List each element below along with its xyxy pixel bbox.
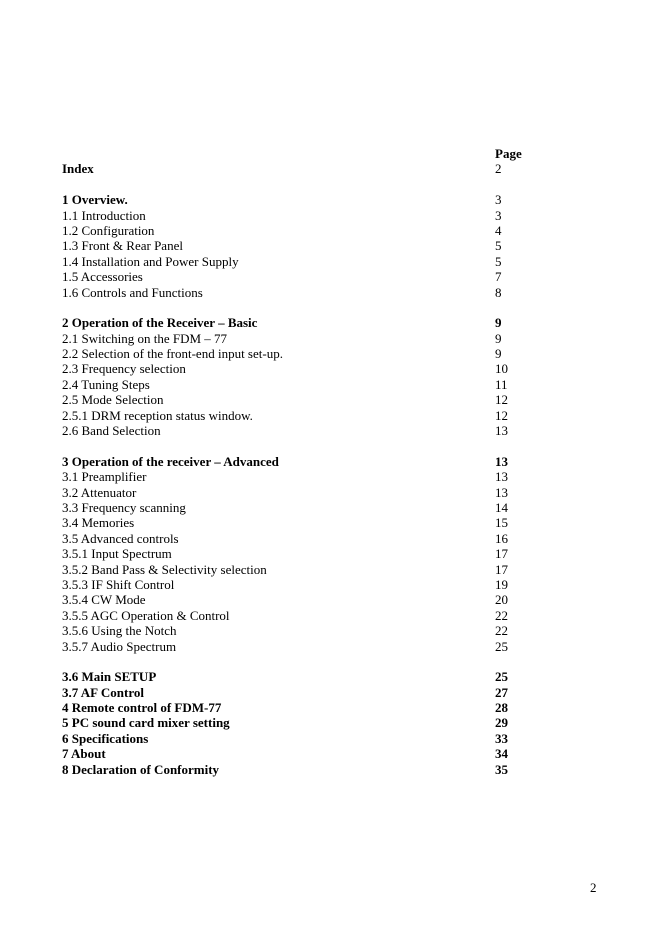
toc-section-heading[interactable] [62,746,542,761]
toc-entry-title: 1.3 Front & Rear Panel [62,238,183,254]
toc-entry[interactable] [62,331,542,346]
toc-section-heading[interactable] [62,715,542,730]
toc-entry-page: 19 [495,576,508,592]
toc-entry-page: 12 [495,407,508,423]
toc-entry-page: 34 [495,746,508,762]
toc-entry[interactable] [62,254,542,269]
toc-entry[interactable] [62,269,542,284]
toc-spacer [62,654,542,669]
toc-entry-title: 8 Declaration of Conformity [62,761,220,777]
toc-page-column-header [62,146,542,161]
toc-entry-title: 3.3 Frequency scanning [62,499,186,515]
toc-entry[interactable] [62,238,542,253]
toc-entry-page: 13 [495,469,508,485]
toc-entry-title: 2.1 Switching on the FDM – 77 [62,330,228,346]
toc-entry[interactable] [62,223,542,238]
toc-entry-page: 4 [495,222,502,238]
toc-entry-title: 2.6 Band Selection [62,423,161,439]
toc-section-heading[interactable] [62,762,542,777]
toc-entry-page: 27 [495,684,508,700]
toc-section-heading[interactable] [62,685,542,700]
toc-entry-title: 2.4 Tuning Steps [62,376,150,392]
index-title: Index [62,161,94,177]
toc-section-heading[interactable] [62,731,542,746]
toc-entry-title: 2 Operation of the Receiver – Basic [62,315,258,331]
toc-entry-title: 3.2 Attenuator [62,484,137,500]
toc-body [62,177,542,777]
toc-section-heading[interactable] [62,700,542,715]
toc-index-row[interactable] [62,161,542,176]
toc-section-heading[interactable] [62,454,542,469]
toc-entry[interactable] [62,285,542,300]
toc-entry-title: 3.5.7 Audio Spectrum [62,638,177,654]
toc-entry-title: 3 Operation of the receiver – Advanced [62,453,279,469]
toc-entry[interactable] [62,531,542,546]
toc-entry-title: 5 PC sound card mixer setting [62,715,230,731]
toc-entry-page: 25 [495,638,508,654]
toc-entry-page: 25 [495,669,508,685]
toc-entry-title: 1.5 Accessories [62,269,143,285]
toc-entry-page: 11 [495,376,508,392]
toc-entry-page: 9 [495,330,502,346]
toc-entry-page: 7 [495,269,502,285]
toc-entry[interactable] [62,469,542,484]
toc-entry-title: 3.5.4 CW Mode [62,592,146,608]
toc-entry-page: 17 [495,546,508,562]
toc-entry[interactable] [62,639,542,654]
toc-entry-page: 22 [495,607,508,623]
toc-entry-title: 1.6 Controls and Functions [62,284,203,300]
toc-entry[interactable] [62,500,542,515]
toc-entry-page: 9 [495,315,502,331]
toc-entry[interactable] [62,408,542,423]
toc-entry-title: 1.2 Configuration [62,222,155,238]
toc-entry-title: 1.4 Installation and Power Supply [62,253,239,269]
toc-entry-title: 2.5 Mode Selection [62,392,164,408]
toc-entry[interactable] [62,623,542,638]
toc-entry-page: 13 [495,484,508,500]
toc-entry-title: 1.1 Introduction [62,207,146,223]
toc-entry-page: 13 [495,453,508,469]
toc-entry-title: 3.7 AF Control [62,684,144,700]
toc-entry-page: 10 [495,361,508,377]
toc-entry[interactable] [62,423,542,438]
toc-entry-page: 5 [495,238,502,254]
toc-entry[interactable] [62,485,542,500]
toc-entry-title: 6 Specifications [62,730,149,746]
toc-entry[interactable] [62,361,542,376]
index-page: 2 [495,161,502,177]
toc-section-heading[interactable] [62,315,542,330]
toc-entry-page: 8 [495,284,502,300]
toc-entry[interactable] [62,608,542,623]
toc-entry-title: 3.5 Advanced controls [62,530,179,546]
toc-entry-title: 2.3 Frequency selection [62,361,186,377]
table-of-contents [62,146,542,777]
toc-entry-page: 17 [495,561,508,577]
toc-entry-title: 3.6 Main SETUP [62,669,157,685]
toc-entry[interactable] [62,562,542,577]
toc-entry-title: 3.1 Preamplifier [62,469,147,485]
toc-entry[interactable] [62,546,542,561]
toc-entry[interactable] [62,577,542,592]
toc-entry-page: 20 [495,592,508,608]
toc-spacer [62,300,542,315]
toc-entry-page: 3 [495,192,502,208]
toc-entry-page: 13 [495,423,508,439]
toc-entry[interactable] [62,392,542,407]
toc-entry-title: 2.5.1 DRM reception status window. [62,407,253,423]
toc-entry-page: 35 [495,761,508,777]
toc-entry-title: 3.5.1 Input Spectrum [62,546,172,562]
toc-entry[interactable] [62,346,542,361]
toc-entry-title: 4 Remote control of FDM-77 [62,700,222,716]
toc-entry[interactable] [62,592,542,607]
page-header-label: Page [495,146,522,161]
toc-entry-page: 12 [495,392,508,408]
toc-entry-page: 16 [495,530,508,546]
toc-entry[interactable] [62,208,542,223]
toc-entry-page: 22 [495,623,508,639]
toc-entry-title: 3.4 Memories [62,515,135,531]
toc-entry-page: 14 [495,499,508,515]
toc-entry-page: 9 [495,346,502,362]
toc-entry-page: 28 [495,700,508,716]
toc-entry-page: 3 [495,207,502,223]
toc-entry-page: 15 [495,515,508,531]
toc-entry[interactable] [62,377,542,392]
toc-section-heading[interactable] [62,669,542,684]
toc-entry-page: 29 [495,715,508,731]
toc-entry-title: 1 Overview. [62,192,128,208]
toc-entry[interactable] [62,515,542,530]
toc-entry-title: 3.5.5 AGC Operation & Control [62,607,230,623]
toc-entry-title: 2.2 Selection of the front-end input set-up. [62,346,283,362]
toc-entry-page: 5 [495,253,502,269]
page-number: 2 [590,880,597,895]
toc-entry-title: 3.5.3 IF Shift Control [62,576,175,592]
toc-entry-title: 3.5.6 Using the Notch [62,623,177,639]
toc-section-heading[interactable] [62,192,542,207]
toc-entry-title: 7 About [62,746,106,762]
toc-entry-title: 3.5.2 Band Pass & Selectivity selection [62,561,267,577]
toc-entry-page: 33 [495,730,508,746]
toc-spacer [62,438,542,453]
toc-spacer [62,177,542,192]
